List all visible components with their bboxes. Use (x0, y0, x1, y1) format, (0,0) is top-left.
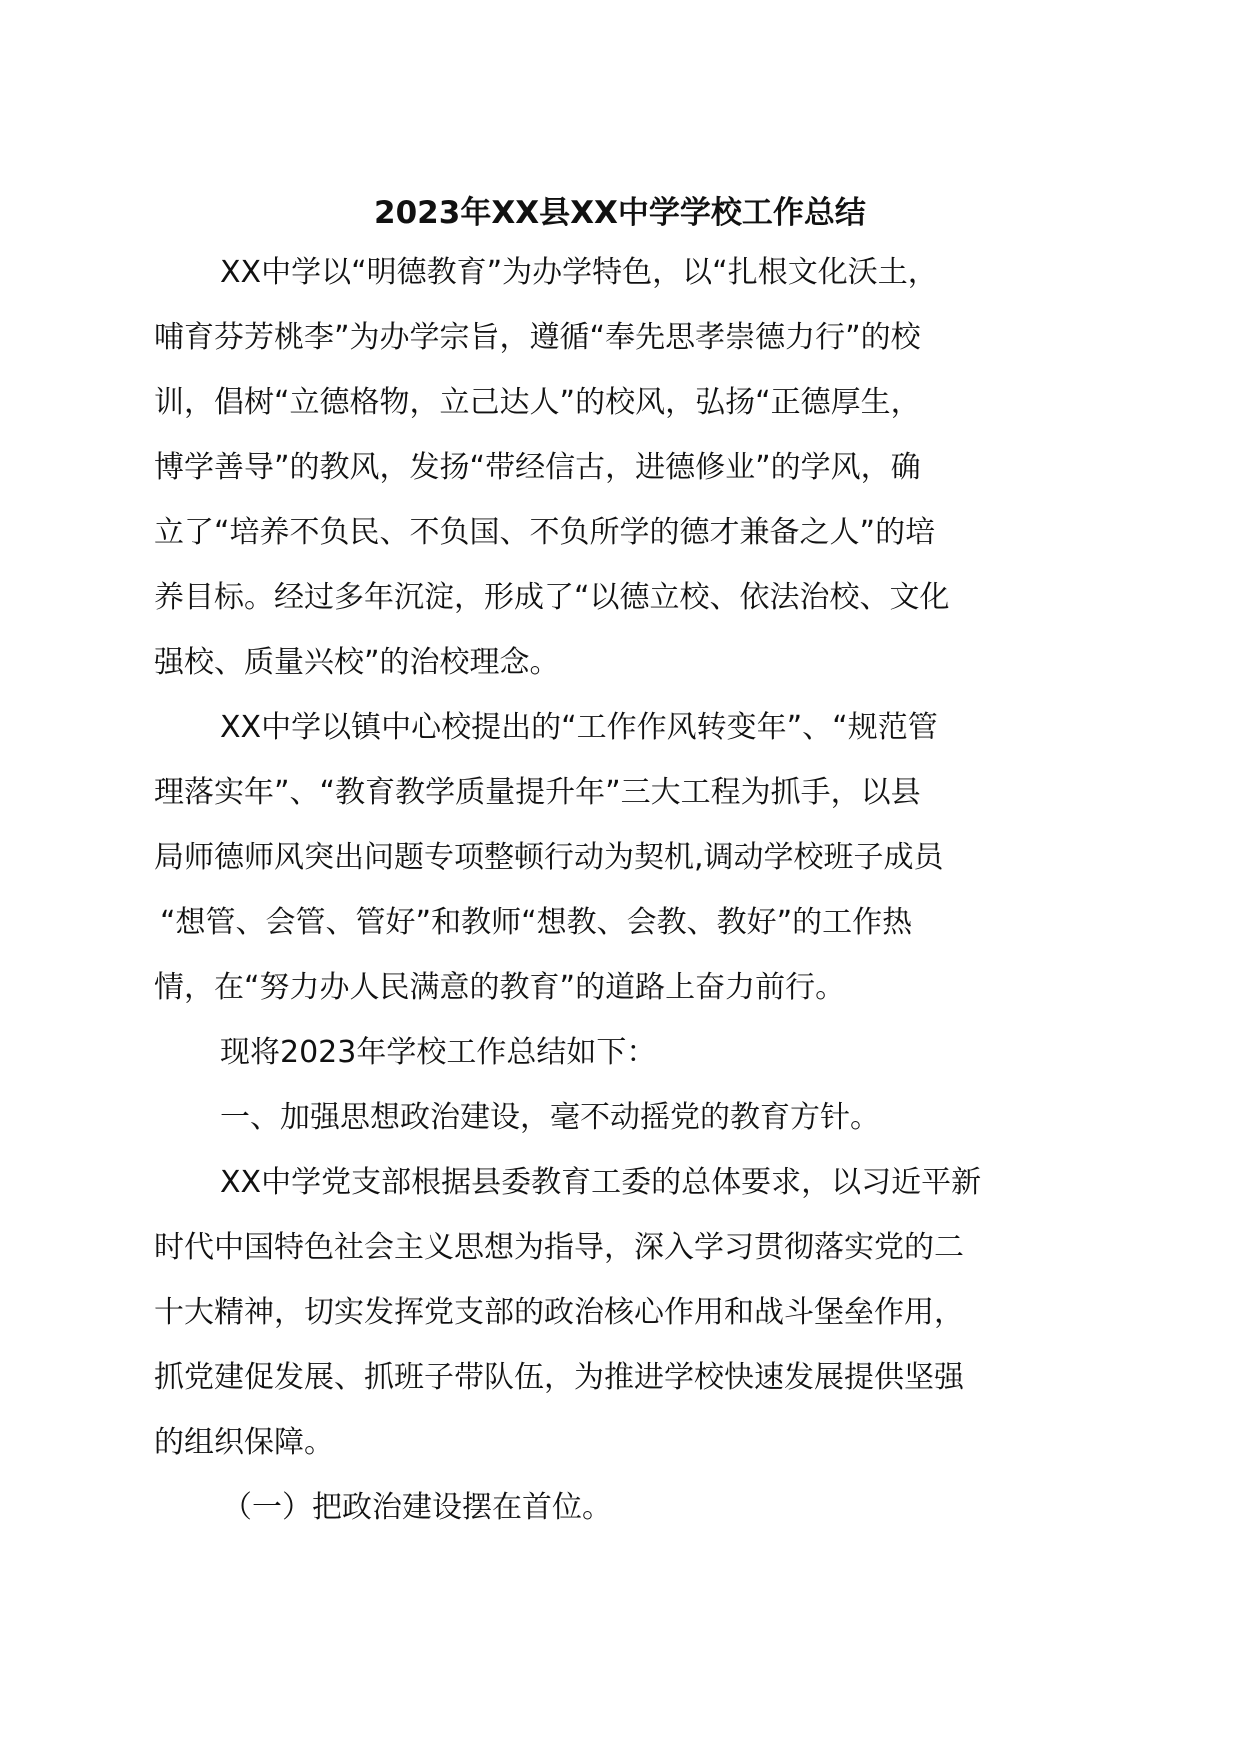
paragraph-1-line-5: 立了“培养不负民、不负国、不负所学的德才兼备之人”的培 (154, 515, 936, 550)
paragraph-3-line-2: 时代中国特色社会主义思想为指导，深入学习贯彻落实党的二 (154, 1230, 964, 1265)
paragraph-3-line-4: 抓党建促发展、抓班子带队伍，为推进学校快速发展提供坚强 (154, 1360, 964, 1395)
paragraph-1-line-2: 哺育芬芳桃李”为办学宗旨，遵循“奉先思孝崇德力行”的校 (154, 320, 921, 355)
section-heading-1: 一、加强思想政治建设，毫不动摇党的教育方针。 (220, 1100, 880, 1135)
paragraph-1-line-7: 强校、质量兴校”的治校理念。 (154, 645, 560, 680)
paragraph-2-line-1: XX中学以镇中心校提出的“工作作风转变年”、“规范管 (220, 710, 938, 745)
paragraph-1-line-3: 训，倡树“立德格物，立己达人”的校风，弘扬“正德厚生， (154, 385, 921, 420)
paragraph-2-line-3: 局师德师风突出问题专项整顿行动为契机,调动学校班子成员 (154, 840, 944, 875)
paragraph-3-line-1: XX中学党支部根据县委教育工委的总体要求，以习近平新 (220, 1165, 982, 1200)
paragraph-1-line-4: 博学善导”的教风，发扬“带经信古，进德修业”的学风，确 (154, 450, 921, 485)
subsection-heading-1: （一）把政治建设摆在首位。 (222, 1490, 612, 1525)
document-title: 2023年XX县XX中学学校工作总结 (374, 195, 866, 231)
paragraph-2-line-2: 理落实年”、“教育教学质量提升年”三大工程为抓手，以县 (154, 775, 921, 810)
paragraph-2-line-4: “想管、会管、管好”和教师“想教、会教、教好”的工作热 (160, 905, 913, 940)
paragraph-1-line-1: XX中学以“明德教育”为办学特色，以“扎根文化沃土， (220, 255, 938, 290)
paragraph-3-line-5: 的组织保障。 (154, 1425, 334, 1460)
paragraph-1-line-6: 养目标。经过多年沉淀，形成了“以德立校、依法治校、文化 (154, 580, 950, 615)
paragraph-3-line-3: 十大精神，切实发挥党支部的政治核心作用和战斗堡垒作用， (154, 1295, 964, 1330)
summary-intro: 现将2023年学校工作总结如下： (220, 1035, 657, 1070)
paragraph-2-line-5: 情，在“努力办人民满意的教育”的道路上奋力前行。 (154, 970, 846, 1005)
